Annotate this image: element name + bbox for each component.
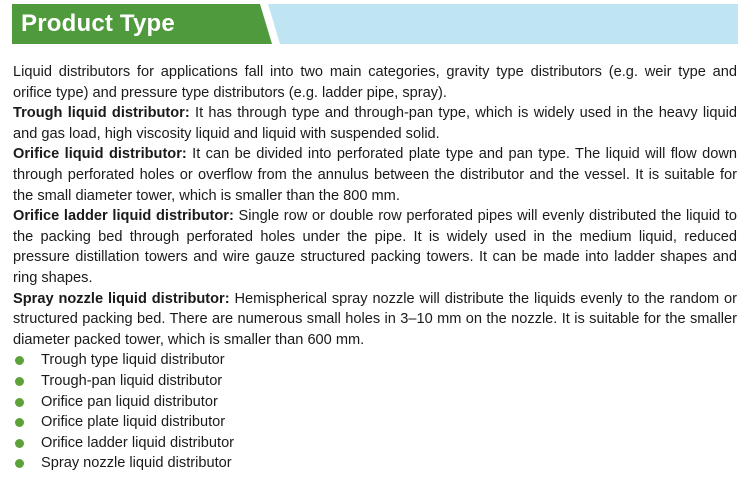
section-text: Single row or double row perforated pipes will evenly distributed the liquid to the packing bed through perforated holes under the pipe. It is widely used in the medium liquid, reduced pressure distillation towers and wire gauze structured packing towers. It can be made into ladder shapes and ring shapes. bbox=[13, 208, 737, 286]
section-spray-nozzle bbox=[13, 289, 737, 351]
section-trough bbox=[13, 103, 737, 144]
bullet-dot-icon bbox=[15, 459, 24, 468]
intro-paragraph: Liquid distributors for applications fall into two main categories, gravity type distributors (e.g. weir type and orifice type) and pressure type distributors (e.g. ladder pipe, spray). bbox=[13, 64, 737, 101]
section-orifice-ladder bbox=[13, 206, 737, 288]
section-text: It can be divided into perforated plate type and pan type. The liquid will flow down through perforated holes or overflow from the annulus between the distributor and the vessel. It is suitable for the small diameter tower, which is smaller than the 800 mm. bbox=[13, 146, 737, 204]
list-item-label: Spray nozzle liquid distributor bbox=[41, 455, 232, 472]
section-text: Hemispherical spray nozzle will distribute the liquids evenly to the random or structured packing bed. There are numerous small holes in 3–10 mm on the nozzle. It is suitable for the smaller diameter packed tower, which is smaller than 600 mm. bbox=[13, 290, 737, 348]
list-item bbox=[13, 392, 737, 413]
list-item bbox=[13, 350, 737, 371]
section-text: It has through type and through-pan type, which is widely used in the heavy liquid and gas load, high viscosity liquid and liquid with suspended solid. bbox=[13, 105, 737, 142]
header-light-blue-band bbox=[266, 4, 738, 44]
list-item bbox=[13, 371, 737, 392]
bullet-dot-icon bbox=[15, 439, 24, 448]
product-type-list bbox=[13, 350, 737, 474]
list-item-label: Trough type liquid distributor bbox=[41, 352, 225, 369]
section-orifice bbox=[13, 144, 737, 206]
list-item-label: Orifice pan liquid distributor bbox=[41, 393, 218, 410]
list-item bbox=[13, 433, 737, 454]
list-item-label: Orifice plate liquid distributor bbox=[41, 414, 226, 431]
bullet-dot-icon bbox=[15, 398, 24, 407]
list-item bbox=[13, 453, 737, 474]
bullet-dot-icon bbox=[15, 377, 24, 386]
list-item bbox=[13, 412, 737, 433]
section-term: Orifice liquid distributor: bbox=[13, 146, 187, 163]
bullet-dot-icon bbox=[15, 356, 24, 365]
bullet-dot-icon bbox=[15, 418, 24, 427]
list-item-label: Trough-pan liquid distributor bbox=[41, 372, 223, 389]
section-header bbox=[12, 4, 738, 44]
section-term: Orifice ladder liquid distributor: bbox=[13, 208, 234, 225]
list-item-label: Orifice ladder liquid distributor bbox=[41, 434, 235, 451]
section-term: Trough liquid distributor: bbox=[13, 105, 190, 122]
section-term: Spray nozzle liquid distributor: bbox=[13, 290, 230, 307]
document-body bbox=[13, 62, 737, 474]
page-title: Product Type bbox=[21, 10, 175, 37]
